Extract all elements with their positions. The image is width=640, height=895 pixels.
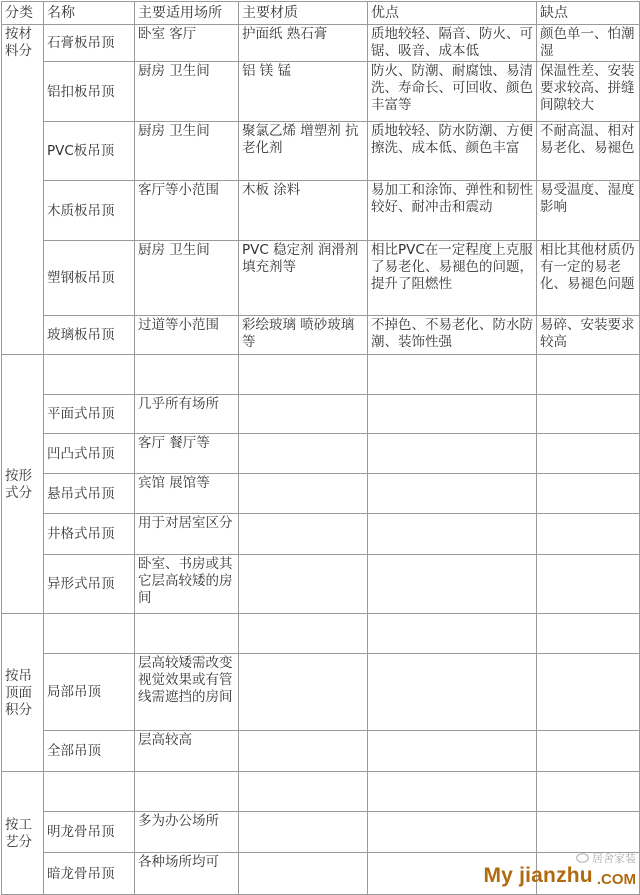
venue-cell: 各种场所均可 — [135, 853, 239, 895]
venue-cell: 厨房 卫生间 — [135, 62, 239, 122]
pros-cell: 质地较轻、隔音、防火、可锯、吸音、成本低 — [368, 25, 537, 62]
cons-cell: 相比其他材质仍有一定的易老化、易褪色问题 — [537, 241, 640, 316]
name-cell: 平面式吊顶 — [44, 395, 135, 434]
pros-cell: 易加工和涂饰、弹性和韧性较好、耐冲击和震动 — [368, 181, 537, 241]
material-cell: 彩绘玻璃 喷砂玻璃等 — [239, 316, 368, 355]
pros-cell — [368, 654, 537, 731]
table-row — [2, 812, 640, 853]
header-cell: 主要材质 — [239, 2, 368, 25]
table-row — [2, 62, 640, 122]
material-cell — [239, 731, 368, 772]
empty-cell — [368, 772, 537, 812]
venue-cell: 过道等小范围 — [135, 316, 239, 355]
empty-cell — [239, 772, 368, 812]
pros-cell: 防火、防潮、耐腐蚀、易清洗、寿命长、可回收、颜色丰富等 — [368, 62, 537, 122]
venue-cell: 层高较矮需改变视觉效果或有管线需遮挡的房间 — [135, 654, 239, 731]
name-cell: 全部吊顶 — [44, 731, 135, 772]
spacer-row — [2, 355, 640, 395]
cons-cell: 不耐高温、相对易老化、易褪色 — [537, 122, 640, 181]
empty-cell — [44, 614, 135, 654]
watermark — [483, 864, 636, 888]
name-cell: 玻璃板吊顶 — [44, 316, 135, 355]
cons-cell: 保温性差、安装要求较高、拼缝间隙较大 — [537, 62, 640, 122]
material-cell — [239, 434, 368, 474]
header-cell: 分类 — [2, 2, 44, 25]
header-cell: 缺点 — [537, 2, 640, 25]
watermark-sub-text: 居舍家装 — [592, 852, 636, 865]
empty-cell — [239, 355, 368, 395]
venue-cell: 卧室、书房或其它层高较矮的房间 — [135, 555, 239, 614]
name-cell: 木质板吊顶 — [44, 181, 135, 241]
name-cell: 异形式吊顶 — [44, 555, 135, 614]
empty-cell — [537, 614, 640, 654]
table-row — [2, 316, 640, 355]
pros-cell: 相比PVC在一定程度上克服了易老化、易褪色的问题，提升了阻燃性 — [368, 241, 537, 316]
material-cell: 聚氯乙烯 增塑剂 抗老化剂 — [239, 122, 368, 181]
empty-cell — [135, 772, 239, 812]
material-cell: 铝 镁 锰 — [239, 62, 368, 122]
empty-cell — [135, 355, 239, 395]
table-row — [2, 25, 640, 62]
name-cell: 凹凸式吊顶 — [44, 434, 135, 474]
cons-cell — [537, 731, 640, 772]
header-cell: 优点 — [368, 2, 537, 25]
name-cell: 石膏板吊顶 — [44, 25, 135, 62]
pros-cell: 质地较轻、防水防潮、方便擦洗、成本低、颜色丰富 — [368, 122, 537, 181]
table-row — [2, 181, 640, 241]
empty-cell — [44, 772, 135, 812]
cons-cell — [537, 474, 640, 514]
header-cell: 名称 — [44, 2, 135, 25]
cons-cell — [537, 514, 640, 555]
empty-cell — [368, 614, 537, 654]
cons-cell — [537, 434, 640, 474]
venue-cell: 客厅等小范围 — [135, 181, 239, 241]
name-cell: 局部吊顶 — [44, 654, 135, 731]
empty-cell — [239, 614, 368, 654]
venue-cell: 多为办公场所 — [135, 812, 239, 853]
name-cell: 悬吊式吊顶 — [44, 474, 135, 514]
watermark-brand: My jianzhu — [483, 864, 593, 887]
name-cell: 井格式吊顶 — [44, 514, 135, 555]
empty-cell — [135, 614, 239, 654]
name-cell: 塑钢板吊顶 — [44, 241, 135, 316]
venue-cell: 卧室 客厅 — [135, 25, 239, 62]
table-row — [2, 241, 640, 316]
category-cell: 按工艺分 — [2, 772, 44, 895]
cons-cell — [537, 654, 640, 731]
material-cell — [239, 812, 368, 853]
name-cell: 暗龙骨吊顶 — [44, 853, 135, 895]
category-cell: 按材料分 — [2, 25, 44, 355]
material-cell: PVC 稳定剂 润滑剂 填充剂等 — [239, 241, 368, 316]
empty-cell — [537, 772, 640, 812]
cons-cell — [537, 555, 640, 614]
cons-cell: 颜色单一、怕潮湿 — [537, 25, 640, 62]
table-row — [2, 731, 640, 772]
category-cell: 按形式分 — [2, 355, 44, 614]
material-cell — [239, 395, 368, 434]
pros-cell — [368, 731, 537, 772]
chat-bubble-icon — [576, 853, 589, 864]
pros-cell — [368, 514, 537, 555]
cons-cell: 易受温度、湿度影响 — [537, 181, 640, 241]
pros-cell: 不掉色、不易老化、防水防潮、装饰性强 — [368, 316, 537, 355]
cons-cell — [537, 395, 640, 434]
material-cell: 木板 涂料 — [239, 181, 368, 241]
material-cell — [239, 853, 368, 895]
material-cell — [239, 555, 368, 614]
material-cell — [239, 474, 368, 514]
venue-cell: 层高较高 — [135, 731, 239, 772]
table-row — [2, 395, 640, 434]
venue-cell: 宾馆 展馆等 — [135, 474, 239, 514]
category-cell: 按吊顶面积分 — [2, 614, 44, 772]
material-cell: 护面纸 熟石膏 — [239, 25, 368, 62]
cons-cell — [537, 812, 640, 853]
spacer-row — [2, 772, 640, 812]
venue-cell: 厨房 卫生间 — [135, 241, 239, 316]
pros-cell — [368, 812, 537, 853]
empty-cell — [44, 355, 135, 395]
spacer-row — [2, 614, 640, 654]
table-row — [2, 555, 640, 614]
ceiling-types-table — [1, 1, 640, 895]
table-row — [2, 434, 640, 474]
pros-cell — [368, 555, 537, 614]
empty-cell — [537, 355, 640, 395]
table-row — [2, 654, 640, 731]
pros-cell — [368, 395, 537, 434]
material-cell — [239, 514, 368, 555]
venue-cell: 几乎所有场所 — [135, 395, 239, 434]
name-cell: PVC板吊顶 — [44, 122, 135, 181]
table-row — [2, 122, 640, 181]
material-cell — [239, 654, 368, 731]
pros-cell — [368, 474, 537, 514]
cons-cell: 易碎、安装要求较高 — [537, 316, 640, 355]
name-cell: 明龙骨吊顶 — [44, 812, 135, 853]
table-row — [2, 514, 640, 555]
empty-cell — [368, 355, 537, 395]
venue-cell: 用于对居室区分 — [135, 514, 239, 555]
venue-cell: 厨房 卫生间 — [135, 122, 239, 181]
venue-cell: 客厅 餐厅等 — [135, 434, 239, 474]
header-cell: 主要适用场所 — [135, 2, 239, 25]
name-cell: 铝扣板吊顶 — [44, 62, 135, 122]
watermark-suffix: .COM — [596, 871, 636, 888]
table-row — [2, 474, 640, 514]
pros-cell — [368, 434, 537, 474]
